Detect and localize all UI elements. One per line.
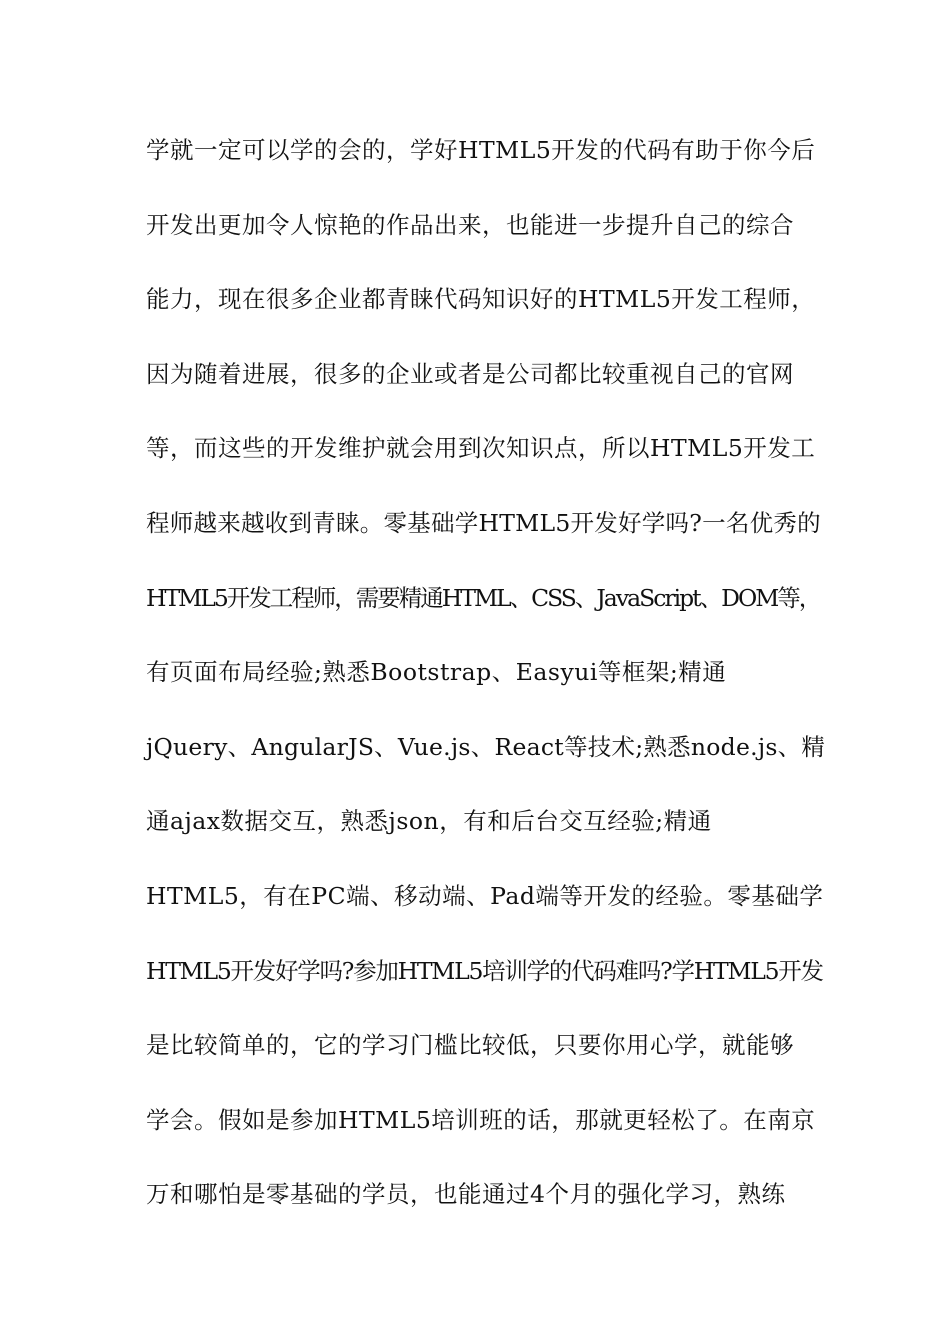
text-line: 开发出更加令人惊艳的作品出来，也能进一步提升自己的综合: [146, 210, 794, 239]
text-line: HTML5开发工程师，需要精通HTML、CSS、JavaScript、DOM等，: [146, 583, 821, 612]
text-line: 有页面布局经验;熟悉Bootstrap、Easyui等框架;精通: [146, 658, 727, 687]
text-line: 因为随着进展，很多的企业或者是公司都比较重视自己的官网: [146, 359, 794, 388]
text-line: 是比较简单的，它的学习门槛比较低，只要你用心学，就能够: [146, 1031, 794, 1060]
text-line: 学就一定可以学的会的，学好HTML5开发的代码有助于你今后: [146, 136, 816, 164]
text-line: 能力，现在很多企业都青睐代码知识好的HTML5开发工程师，: [146, 285, 816, 314]
text-line: HTML5，有在PC端、移动端、Pad端等开发的经验。零基础学: [146, 881, 824, 910]
text-line: HTML5开发好学吗?参加HTML5培训学的代码难吗?学HTML5开发: [146, 956, 823, 985]
text-line: 程师越来越收到青睐。零基础学HTML5开发好学吗?一名优秀的: [146, 508, 821, 537]
text-line: 万和哪怕是零基础的学员，也能通过4个月的强化学习，熟练: [146, 1180, 786, 1209]
body-text: [146, 130, 826, 1249]
text-line: 通ajax数据交互，熟悉json，有和后台交互经验;精通: [146, 807, 712, 836]
text-line: jQuery、AngularJS、Vue.js、React等技术;熟悉node.js、精: [146, 732, 826, 761]
text-line: 学会。假如是参加HTML5培训班的话，那就更轻松了。在南京: [146, 1105, 816, 1134]
text-line: 等，而这些的开发维护就会用到次知识点，所以HTML5开发工: [146, 434, 816, 463]
